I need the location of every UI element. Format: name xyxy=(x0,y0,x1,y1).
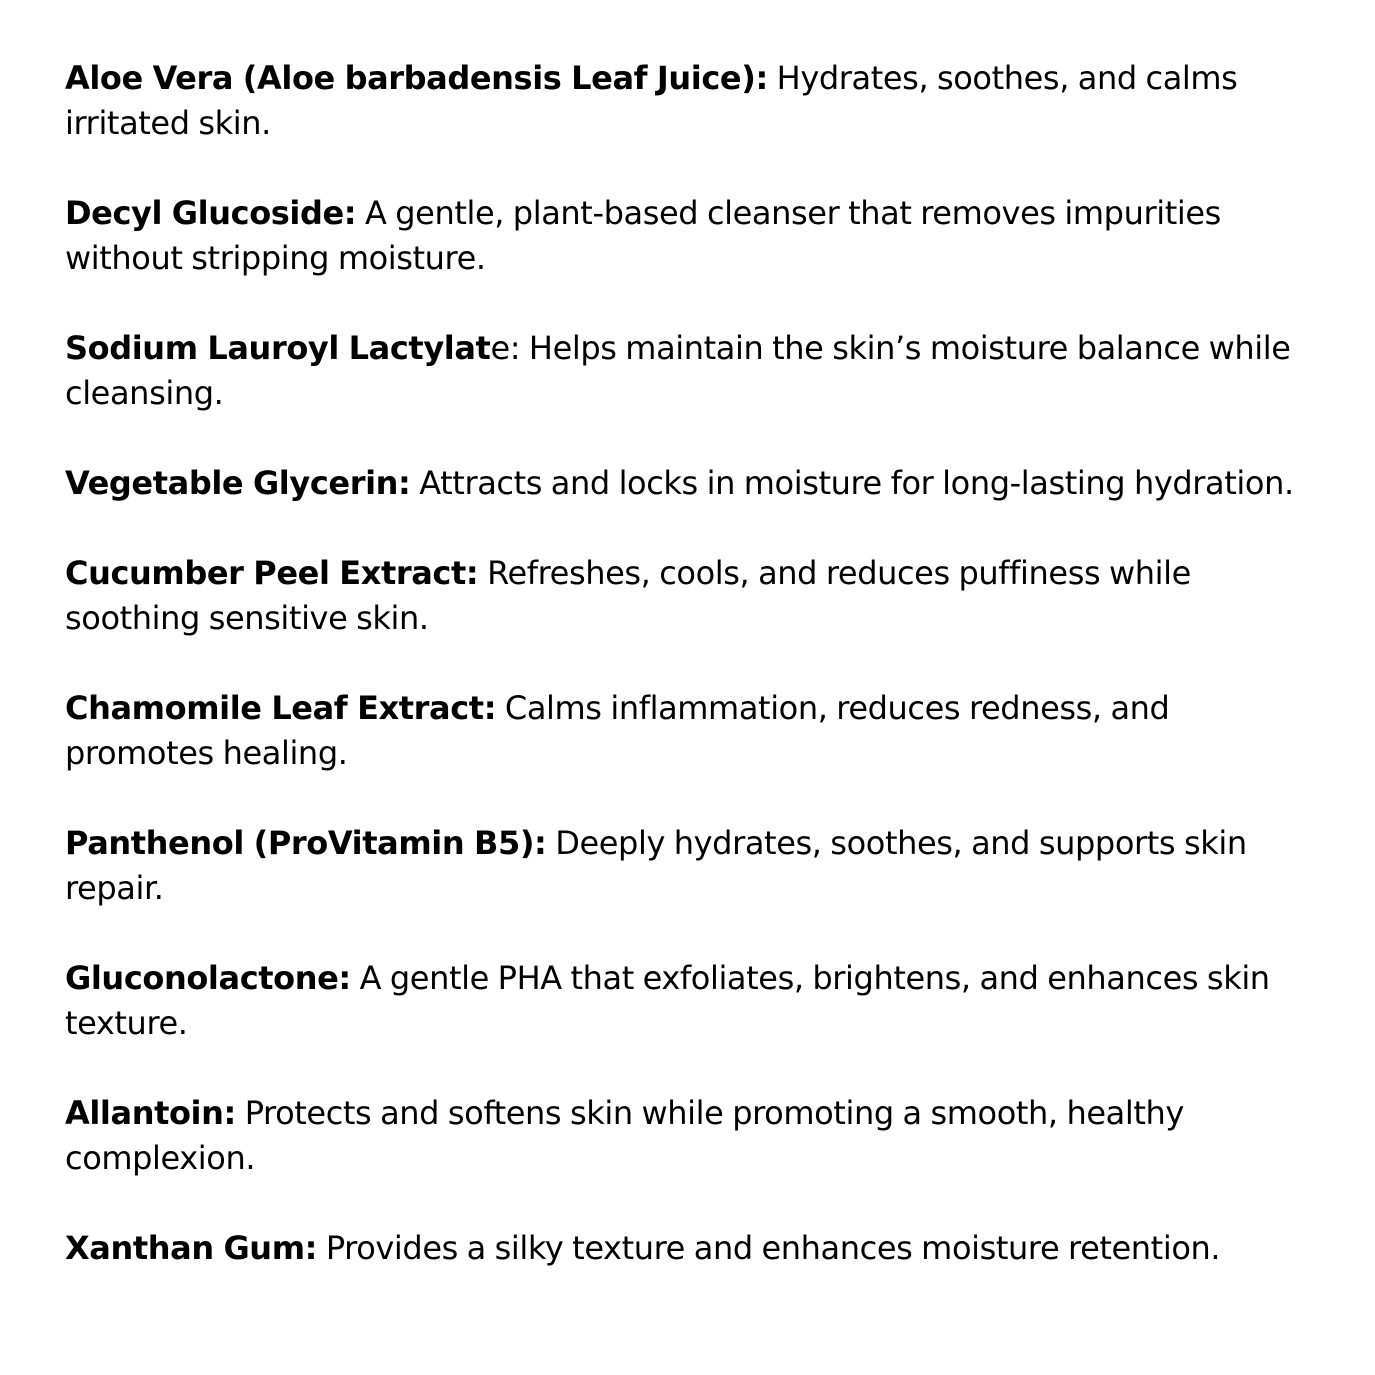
ingredient-item-aloe-vera xyxy=(65,56,1325,146)
ingredient-list xyxy=(65,56,1325,1316)
ingredient-name: Allantoin: xyxy=(65,1094,236,1132)
ingredient-name-tail: e: xyxy=(490,329,521,367)
ingredient-item-gluconolactone xyxy=(65,956,1325,1046)
ingredient-item-allantoin xyxy=(65,1091,1325,1181)
ingredient-name: Panthenol (ProVitamin B5): xyxy=(65,824,547,862)
ingredient-description: A gentle, plant-based cleanser that removes impurities without stripping moisture. xyxy=(65,194,1221,277)
ingredient-item-sodium-lauroyl-lactylate xyxy=(65,326,1325,416)
ingredient-description: Attracts and locks in moisture for long-lasting hydration. xyxy=(419,464,1294,502)
ingredient-item-xanthan-gum xyxy=(65,1226,1325,1271)
ingredient-description: Provides a silky texture and enhances moisture retention. xyxy=(325,1229,1221,1267)
ingredient-item-vegetable-glycerin xyxy=(65,461,1325,506)
ingredient-description: Protects and softens skin while promoting a smooth, healthy complexion. xyxy=(65,1094,1184,1177)
ingredient-name: Cucumber Peel Extract: xyxy=(65,554,479,592)
ingredient-name: Gluconolactone: xyxy=(65,959,351,997)
ingredient-item-decyl-glucoside xyxy=(65,191,1325,281)
ingredient-name: Decyl Glucoside: xyxy=(65,194,357,232)
ingredient-description: Helps maintain the skin’s moisture balance while cleansing. xyxy=(65,329,1291,412)
ingredient-description: Calms inflammation, reduces redness, and promotes healing. xyxy=(65,689,1170,772)
ingredient-name: Vegetable Glycerin: xyxy=(65,464,411,502)
ingredient-name: Sodium Lauroyl Lactylat xyxy=(65,329,491,367)
ingredient-item-cucumber-peel-extract xyxy=(65,551,1325,641)
ingredient-item-chamomile-leaf-extract xyxy=(65,686,1325,776)
ingredient-name: Xanthan Gum: xyxy=(65,1229,318,1267)
ingredient-name: Chamomile Leaf Extract: xyxy=(65,689,497,727)
ingredient-description: Refreshes, cools, and reduces puffiness while soothing sensitive skin. xyxy=(65,554,1191,637)
ingredient-description: Deeply hydrates, soothes, and supports skin repair. xyxy=(65,824,1247,907)
ingredient-description: Hydrates, soothes, and calms irritated skin. xyxy=(65,59,1238,142)
ingredient-name: Aloe Vera (Aloe barbadensis Leaf Juice): xyxy=(65,59,768,97)
ingredient-item-panthenol xyxy=(65,821,1325,911)
ingredient-description: A gentle PHA that exfoliates, brightens, and enhances skin texture. xyxy=(65,959,1270,1042)
